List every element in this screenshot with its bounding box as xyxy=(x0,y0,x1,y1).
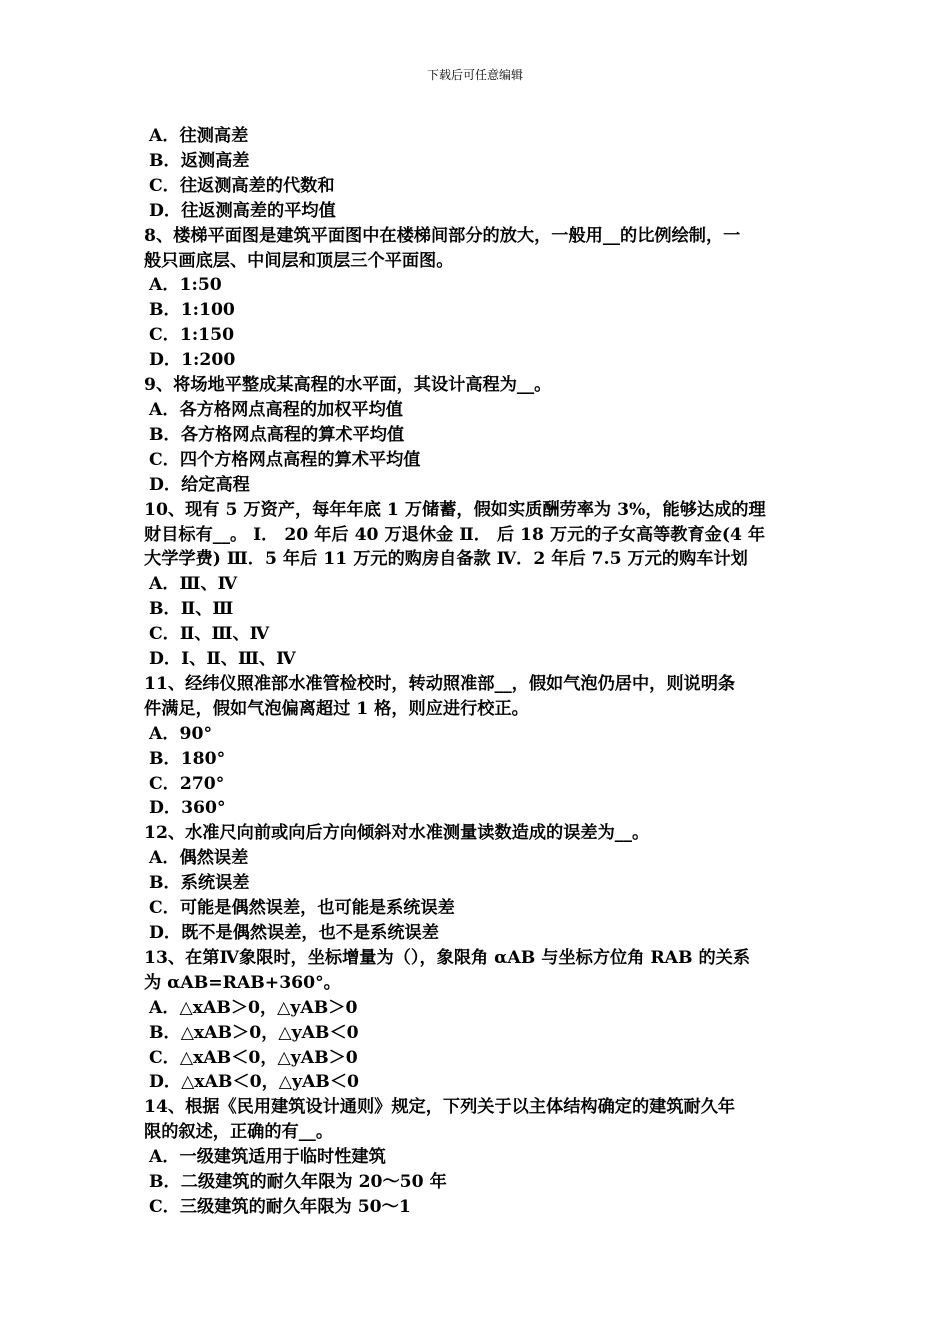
answer-option: A．△xAB＞0，△yAB＞0 xyxy=(149,997,358,1018)
answer-option: C．往返测高差的代数和 xyxy=(149,175,335,196)
answer-option: B．二级建筑的耐久年限为 20～50 年 xyxy=(149,1172,447,1193)
answer-option: C．可能是偶然误差，也可能是系统误差 xyxy=(149,898,455,919)
answer-option: D．360° xyxy=(149,798,226,819)
answer-option: A．偶然误差 xyxy=(149,848,249,869)
answer-option: D．△xAB＜0，△yAB＜0 xyxy=(149,1072,359,1093)
question-text: 财目标有__。 Ⅰ． 20 年后 40 万退休金 Ⅱ． 后 18 万元的子女高等教育金(4 年 xyxy=(144,524,766,545)
answer-option: B．1:100 xyxy=(149,300,235,321)
question-text: 14、根据《民用建筑设计通则》规定，下列关于以主体结构确定的建筑耐久年 xyxy=(144,1097,736,1118)
answer-option: C．△xAB＜0，△yAB＞0 xyxy=(149,1047,358,1068)
question-text: 限的叙述，正确的有__。 xyxy=(144,1122,334,1143)
question-text: 件满足，假如气泡偏离超过 1 格，则应进行校正。 xyxy=(144,698,529,719)
question-text: 11、经纬仪照准部水准管检校时，转动照准部__，假如气泡仍居中，则说明条 xyxy=(144,673,736,694)
answer-option: B．180° xyxy=(149,748,226,769)
answer-option: A．Ⅲ、Ⅳ xyxy=(149,574,238,595)
answer-option: C．270° xyxy=(149,773,225,794)
answer-option: D．Ⅰ、Ⅱ、Ⅲ、Ⅳ xyxy=(149,649,296,670)
answer-option: D．既不是偶然误差，也不是系统误差 xyxy=(149,923,439,943)
answer-option: C．Ⅱ、Ⅲ、Ⅳ xyxy=(149,624,270,645)
question-text: 9、将场地平整成某高程的水平面，其设计高程为__。 xyxy=(144,375,552,396)
question-text: 13、在第Ⅳ象限时，坐标增量为（），象限角 αAB 与坐标方位角 RAB 的关系 xyxy=(144,947,751,968)
answer-option: A．90° xyxy=(149,723,213,744)
question-text: 8、楼梯平面图是建筑平面图中在楼梯间部分的放大，一般用__的比例绘制，一 xyxy=(144,225,741,246)
answer-option: B．返测高差 xyxy=(149,150,250,171)
answer-option: C．1:150 xyxy=(149,325,235,346)
page-header: 下载后可任意编辑 xyxy=(426,68,523,82)
question-text: 12、水准尺向前或向后方向倾斜对水准测量读数造成的误差为__。 xyxy=(144,823,650,844)
question-text: 般只画底层、中间层和顶层三个平面图。 xyxy=(144,250,454,271)
answer-option: C．三级建筑的耐久年限为 50～1 xyxy=(149,1196,411,1217)
answer-option: B．△xAB＞0，△yAB＜0 xyxy=(149,1022,359,1043)
answer-option: A．各方格网点高程的加权平均值 xyxy=(149,399,403,420)
answer-option: B．Ⅱ、Ⅲ xyxy=(149,599,234,620)
question-text: 10、现有 5 万资产，每年年底 1 万储蓄，假如实质酬劳率为 3%，能够达成的理 xyxy=(144,499,766,520)
question-text: 为 αAB=RAB+360°。 xyxy=(144,972,341,993)
answer-option: B．各方格网点高程的算术平均值 xyxy=(149,424,405,445)
document-body xyxy=(144,124,808,1220)
answer-option: B．系统误差 xyxy=(149,873,250,894)
question-text: 大学学费) Ⅲ．5 年后 11 万元的购房自备款 Ⅳ．2 年后 7.5 万元的购车计划 xyxy=(144,549,748,570)
answer-option: A．一级建筑适用于临时性建筑 xyxy=(149,1147,386,1168)
answer-option: D．往返测高差的平均值 xyxy=(149,200,336,221)
answer-option: A．往测高差 xyxy=(149,126,249,146)
answer-option: C．四个方格网点高程的算术平均值 xyxy=(149,449,421,470)
answer-option: A．1:50 xyxy=(149,275,222,296)
answer-option: D．给定高程 xyxy=(149,474,250,495)
answer-option: D．1:200 xyxy=(149,350,236,371)
